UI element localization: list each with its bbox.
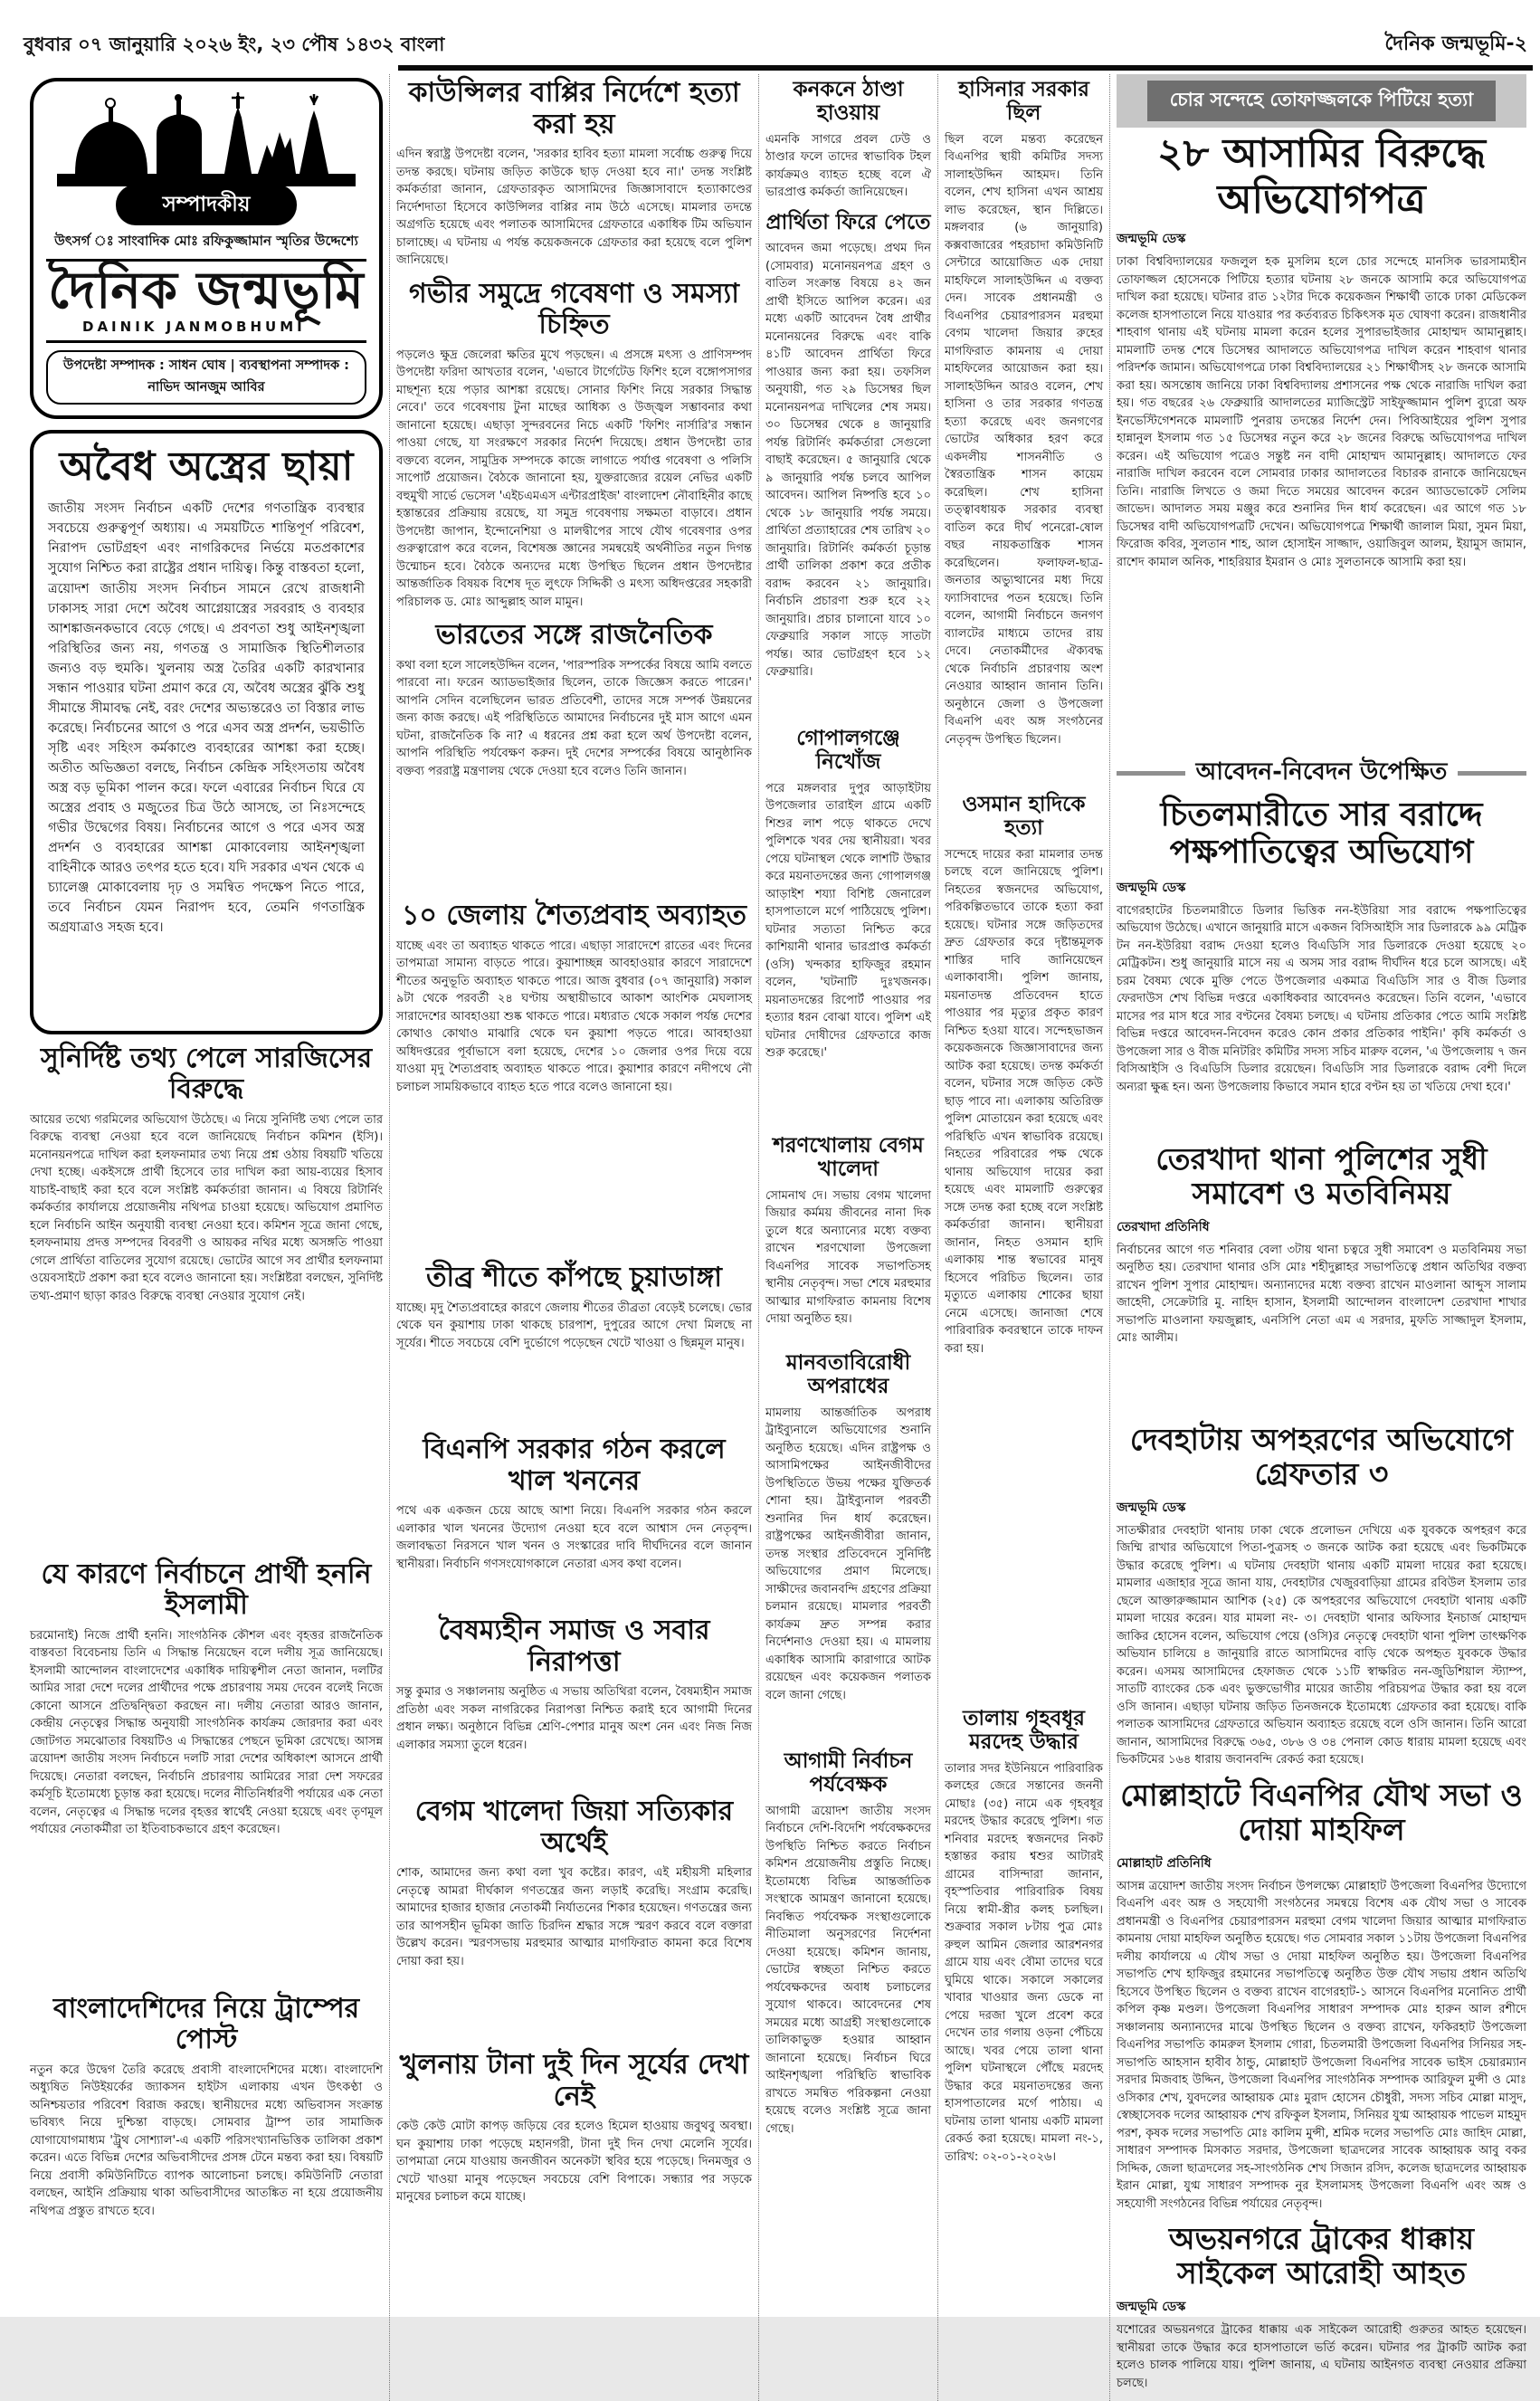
- article-body: ঢাকা বিশ্ববিদ্যালয়ের ফজলুল হক মুসলিম হলে চোর সন্দেহে মানসিক ভারসাম্যহীন তোফাজ্জল হোসেনকে পিটিয়ে হত্যার ঘটনায় ২৮ জনকে আসামি করে অভিযোগপত্র দাখিল করা হয়েছে। ঘটনার রাত ১২টার দিকে কয়েকজন শিক্ষার্থী তাকে ঢাকা মেডিকেল কলেজ হাসপাতালে নিয়ে যাওয়ার পর কর্তব্যরত চিকিৎসক মৃত ঘোষণা করেন। রাজধানীর শাহবাগ থানায় এই ঘটনায় মামলা করেন হলের সুপারভাইজার মোহাম্মদ আমানুল্লাহ। মামলাটি তদন্ত শেষে ডিসেম্বর আদালতে অভিযোগপত্র দাখিল করেন শাহবাগ থানার পরিদর্শক জামান। অভিযোগপত্রে ঢাকা বিশ্ববিদ্যালয়ের ২১ শিক্ষার্থীসহ ২৮ জনকে আসামি করা হয়। অসন্তোষ জানিয়ে ঢাকা বিশ্ববিদ্যালয় প্রশাসনের পক্ষ থেকে নারাজি দাখিল করা হয়। গত বছরের ২৬ ফেব্রুয়ারি আদালতের ম্যাজিস্ট্রেট সাইফুজ্জামান পুলিশ ব্যুরো অফ ইনভেস্টিগেশনকে মামলাটি পুনরায় তদন্তের নির্দেশ দেন। পিবিআইয়ের পুলিশ সুপার হান্নানুল ইসলাম গত ১৫ ডিসেম্বর নতুন করে ২৮ জনের বিরুদ্ধে অভিযোগপত্র দাখিল করেন। এই অভিযোগ পত্রেও সন্তুষ্ট নন বাদী মোহাম্মদ আমানুল্লাহ। আদালতে ফের নারাজি দাখিল করবেন বলে সোমবার ঢাকার আদালতের বিচারক রানাকে জানিয়েছেন তিনি। নারাজি লিখতে ও জমা দিতে সময়ের আবেদন করেন অ্যাডভোকেট সেলিম জাভেদ। আদালত সময় মঞ্জুর করে শুনানির দিন ধার্য করেছেন। এর আগে গত ১৮ ডিসেম্বর বাদী অভিযোগপত্রটি দেখেন। অভিযোগপত্রে শিক্ষার্থী জালাল মিয়া, সুমন মিয়া, ফিরোজ কবির, সুলতান শাহ, আল হোসাইন সাজ্জাদ, ওয়াজিবুল আলম, ইয়ামুস জামান, রাশেদ কামাল অনিক, শাহরিয়ার ইমরান ও মোঃ সুলতানকে আসামি করা হয়।: [1117, 255, 1526, 569]
- editorial-tag: সম্পাদকীয়: [116, 185, 298, 225]
- byline: মোল্লাহাট প্রতিনিধি: [1117, 1855, 1212, 1871]
- date-line: বুধবার ০৭ জানুয়ারি ২০২৬ ইং, ২৩ পৌষ ১৪৩২ বাংলা: [24, 33, 445, 55]
- article-body: সোমনাথ দে। সভায় বেগম খালেদা জিয়ার কর্মময় জীবনের নানা দিক তুলে ধরে অন্যান্যের মধ্যে বক্তব্য রাখেন শরণখোলা উপজেলা বিএনপির সাবেক সভাপতিসহ স্থানীয় নেতৃবৃন্দ। সভা শেষে মরহুমার আত্মার মাগফিরাত কামনায় বিশেষ দোয়া অনুষ্ঠিত হয়।: [765, 1188, 931, 1327]
- article-headline: মোল্লাহাটে বিএনপির যৌথ সভা ও দোয়া মাহফিল: [1120, 1777, 1523, 1847]
- article-body: চরমোনাই) নিজে প্রার্থী হননি। সাংগঠনিক কৌশল এবং বৃহত্তর রাজনৈতিক বাস্তবতা বিবেচনায় তিনি এ সিদ্ধান্ত নিয়েছেন বলে দলীয় সূত্র জানিয়েছে। ইসলামী আন্দোলন বাংলাদেশের একাধিক দায়িত্বশীল নেতা জানান, দলটির আমির সারা দেশে দলের প্রার্থীদের পক্ষে প্রচারণায় সময় দেবেন বলেই নিজে কোনো আসনে প্রতিদ্বন্দ্বিতা করছেন না। দলীয় নেতারা আরও জানান, কেন্দ্রীয় নেতৃত্বের সিদ্ধান্ত অনুযায়ী সাংগঠনিক কার্যক্রম জোরদার করা এবং জোটগত সমঝোতার বিষয়টিও এ সিদ্ধান্তের পেছনে ভূমিকা রেখেছে। আসন্ন ত্রয়োদশ জাতীয় সংসদ নির্বাচনে দলটি সারা দেশের অধিকাংশ আসনে প্রার্থী দিয়েছে। নেতারা বলছেন, নির্বাচনি প্রচারণায় আমিরের সারা দেশ সফরের কর্মসূচি ইতোমধ্যে চূড়ান্ত করা হয়েছে। দলের নীতিনির্ধারণী পর্যায়ের এক নেতা বলেন, নেতৃত্বের এ সিদ্ধান্ত দলের বৃহত্তর স্বার্থেই নেওয়া হয়েছে এবং তৃণমূল পর্যায়ের নেতাকর্মীরা তা ইতিবাচকভাবে গ্রহণ করেছেন।: [30, 1628, 383, 1837]
- article-hasina-government: [945, 78, 1103, 784]
- article-body: শোক, আমাদের জন্য কথা বলা খুব কষ্টের। কারণ, এই মহীয়সী মহিলার নেতৃত্বে আমরা দীর্ঘকাল গণতন্ত্রের জন্য লড়াই করেছি। সংগ্রাম করেছি। আমাদের হাজার হাজার নেতাকর্মী নির্যাতনের শিকার হয়েছেন। গণতন্ত্রের জন্য তার আপসহীন ভূমিকা জাতি চিরদিন শ্রদ্ধার সঙ্গে স্মরণ করবে বলে বক্তারা উল্লেখ করেন। স্মরণসভায় মরহুমার আত্মার মাগফিরাত কামনা করে বিশেষ দোয়া করা হয়।: [396, 1866, 752, 1968]
- article-body: এমনকি সাগরে প্রবল ঢেউ ও ঠাণ্ডার ফলে তাদের স্বাভাবিক টহল কার্যক্রমও ব্যাহত হচ্ছে বলে ঐ ভারপ্রাপ্ত কর্মকর্তা জানিয়েছেন।: [765, 132, 931, 200]
- article-khulna-no-sun: [396, 2050, 752, 2206]
- article-headline: ওসমান হাদিকে হত্যা: [962, 793, 1086, 841]
- article-candidacy-appeal: [765, 211, 931, 718]
- kicker-text: চোর সন্দেহে তোফাজ্জলকে পিটিয়ে হত্যা: [1147, 81, 1496, 121]
- article-body: আসন্ন ত্রয়োদশ জাতীয় সংসদ নির্বাচন উপলক্ষ্যে মোল্লাহাট উপজেলা বিএনপির উদ্যোগে বিএনপি এবং অঙ্গ ও সহযোগী সংগঠনের সমন্বয়ে বিশেষ এক যৌথ সভা ও সাবেক প্রধানমন্ত্রী ও বিএনপির চেয়ারপারসন মরহুমা বেগম খালেদা জিয়ার আত্মার মাগফিরাত কামনায় দোয়া মাহফিল অনুষ্ঠিত হয়েছে। গত সোমবার সকাল ১১টায় উপজেলা বিএনপির দলীয় কার্যালয়ে এ যৌথ সভা ও দোয়া মাহফিল অনুষ্ঠিত হয়। উপজেলা বিএনপির সভাপতি শেখ হাফিজুর রহমানের সভাপতিত্বে অনুষ্ঠিত উক্ত যৌথ সভায় প্রধান অতিথি হিসেবে উপস্থিত ছিলেন ও বক্তব্য রাখেন বাগেরহাট-১ আসনে বিএনপির মনোনিত প্রার্থী কপিল কৃষ্ণ মণ্ডল। উপজেলা বিএনপির সাধারণ সম্পাদক মোঃ হারুন আল রশীদে সঞ্চালনায় অন্যান্যদের মাঝে উপস্থিত ছিলেন ও বক্তব্য রাখেন, ফকিরহাট উপজেলা বিএনপির সভাপতি কামরুল ইসলাম গোরা, চিতলমারী উপজেলা বিএনপির সিনিয়র সহ-সভাপতি আহসান হাবীব ঠান্ডু, মোল্লাহাট উপজেলা বিএনপির সাবেক ভাইস চেয়ারম্যান সরদার মিজবাহ উদ্দিন, উপজেলা বিএনপির সাংগঠনিক সম্পাদক আরিফুল মুন্সী ও মোঃ ওসিকার শেখ, যুবদলের আহ্বায়ক মোঃ মুরাদ হোসেন চৌধুরী, সদস্য সচিব মোল্লা মাসুদ, স্বেচ্ছাসেবক দলের আহ্বায়ক শেখ রফিকুল ইসলাম, সিনিয়র যুগ্ম আহ্বায়ক পাভেল মাহমুদ পরশ, কৃষক দলের সভাপতি মোঃ কালিম মুন্সী, শ্রমিক দলের সভাপতি মোঃ জাহিদ মোল্লা, সাধারণ সম্পাদক মিসকাত সরদার, উপজেলা ছাত্রদলের সাবেক আহ্বায়ক আবু বকর সিদ্দিক, জেলা ছাত্রদলের সহ-সাংগঠনিক শেখ সিজান রসিদ, কলেজ ছাত্রদলের আহ্বায়ক ইরান মোল্লা, যুগ্ম সাধারণ সম্পাদক নুর ইসলামসহ উপজেলা বিএনপি এবং অঙ্গ ও সহযোগী সংগঠনের বিভিন্ন পর্যায়ের নেতৃবৃন্দ।: [1117, 1879, 1526, 2211]
- byline: জন্মভূমি ডেস্ক: [1117, 232, 1186, 247]
- article-body: পথে এক একজন চেয়ে আছে আশা নিয়ে। বিএনপি সরকার গঠন করলে এলাকার খাল খননের উদ্যোগ নেওয়া হবে বলে আশ্বাস দেন নেতৃবৃন্দ। জলাবদ্ধতা নিরসনে খাল খনন ও সংস্কারের দাবি দীর্ঘদিনের বলে জানান স্থানীয়রা। নির্বাচনি গণসংযোগকালে নেতারা এসব কথা বলেন।: [396, 1504, 752, 1571]
- editorial-body: জাতীয় সংসদ নির্বাচন একটি দেশের গণতান্ত্রিক ব্যবস্থার সবচেয়ে গুরুত্বপূর্ণ অধ্যায়। এ সময়টিতে শান্তিপূর্ণ পরিবেশ, নিরাপদ ভোটগ্রহণ এবং নাগরিকদের নির্ভয়ে মতপ্রকাশের সুযোগ নিশ্চিত করা রাষ্ট্রের প্রধান দায়িত্ব। কিন্তু বাস্তবতা হলো, ত্রয়োদশ জাতীয় সংসদ নির্বাচন সামনে রেখে রাজধানী ঢাকাসহ সারা দেশে অবৈধ আগ্নেয়াস্ত্রের সরবরাহ ও ব্যবহার আশঙ্কাজনকভাবে বেড়ে গেছে। এ প্রবণতা শুধু আইনশৃঙ্খলা পরিস্থিতির জন্য নয়, গণতন্ত্র ও সামাজিক স্থিতিশীলতার জন্যও বড় হুমকি। খুলনায় অস্ত্র তৈরির একটি কারখানার সন্ধান পাওয়ার ঘটনা প্রমাণ করে যে, অবৈধ অস্ত্রের ঝুঁকি শুধু সীমান্তে সীমাবদ্ধ নেই, বরং দেশের অভ্যন্তরেও তা বিস্তার লাভ করেছে। নির্বাচনের আগে ও পরে এসব অস্ত্র প্রদর্শন, ভয়ভীতি সৃষ্টি এবং সহিংস কর্মকাণ্ডে ব্যবহারের আশঙ্কা করা হচ্ছে। অতীত অভিজ্ঞতা বলছে, নির্বাচন কেন্দ্রিক সহিংসতায় অবৈধ অস্ত্র বড় ভূমিকা পালন করে। ফলে এবারের নির্বাচন ঘিরে যে অস্ত্রের প্রবাহ ও মজুতের চিত্র উঠে আসছে, তা নিঃসন্দেহে গভীর উদ্বেগের বিষয়। নির্বাচনের আগে ও পরে এসব অস্ত্র প্রদর্শন ও ব্যবহারের আশঙ্কা মোকাবেলায় আইনশৃঙ্খলা বাহিনীকে আরও তৎপর হতে হবে। যদি সরকার এখন থেকে এ চ্যালেঞ্জ মোকাবেলায় দৃঢ় ও সমন্বিত পদক্ষেপ নিতে পারে, তবে নির্বাচন যেমন নিরাপদ হবে, তেমনি গণতান্ত্রিক অগ্রযাত্রাও সহজ হবে।: [48, 501, 365, 936]
- article-body: নির্বাচনের আগে গত শনিবার বেলা ৩টায় থানা চত্বরে সুধী সমাবেশ ও মতবিনিময় সভা অনুষ্ঠিত হয়। তেরখাদা থানার ওসি মোঃ শহীদুল্লাহর সভাপতিত্বে প্রধান অতিথির বক্তব্য রাখেন পুলিশ সুপার মোহাম্মদ। অন্যান্যদের মধ্যে বক্তব্য রাখেন মাওলানা আব্দুস সালাম জাহেদী, সেক্রেটারি মু. নাহিদ হাসান, ইসলামী আন্দোলন বাংলাদেশ তেরখাদা শাখার সভাপতি মাওলানা ফয়জুল্লাহ, এনসিপি নেতা এম এ সরদার, মুফতি সাজ্জাদুল ইসলাম, মোঃ আলীম।: [1117, 1243, 1526, 1346]
- article-body: বাগেরহাটের চিতলমারীতে ডিলার ভিত্তিক নন-ইউরিয়া সার বরাদ্দে পক্ষপাতিত্বের অভিযোগ উঠেছে। এখানে জানুয়ারি মাসে একজন বিসিআইসি সার ডিলারকে ৯৯ মেট্রিক টন নন-ইউরিয়া বরাদ্দ দেওয়া হলেও বিএডিসি সার ডিলারকে দেওয়া হয়েছে ২০ মেট্রিকটন। শুধু জানুয়ারি মাসে নয় এ অসম সার বরাদ্দ দীর্ঘদিন ধরে চলে আসছে। এই চরম বৈষম্য থেকে মুক্তি পেতে উপজেলার একমাত্র বিএডিসি সার ও বীজ ডিলার ফেরদাউস শেখ বিভিন্ন দপ্তরে একাধিকবার আবেদনও করেছেন। তিনি বলেন, 'এভাবে মাসের পর মাস ধরে সার বণ্টনের বৈষম্য চলছে। এ ঘটনায় প্রতিকার পেতে আমি সংশ্লিষ্ট বিভিন্ন দপ্তরে আবেদন-নিবেদন করেও কোন প্রকার প্রতিকার পাইনি।' কৃষি কর্মকর্তা ও উপজেলা সার ও বীজ মনিটরিং কমিটির সদস্য সচিব মারুফ বলেন, 'এ উপজেলায় ৭ জন বিসিআইসি ও বিএডিসি ডিলার রয়েছেন। বিএডিসি সার ডিলারকে বরাদ্দ বেশী দিলে অন্যরা ক্ষুব্ধ হন। অন্য উপজেলায় কিভাবে সমান হারে বণ্টন হয় তা খতিয়ে দেখা হবে।': [1117, 903, 1526, 1094]
- article-headline: হাসিনার সরকার ছিল: [958, 78, 1089, 126]
- editorial-headline: অবৈধ অস্ত্রের ছায়া: [59, 443, 354, 490]
- article-body: যাচ্ছে এবং তা অব্যাহত থাকতে পারে। এছাড়া সারাদেশে রাতের এবং দিনের তাপমাত্রা সামান্য বাড়তে পারে। কুয়াশাচ্ছন্ন আবহাওয়ার কারণে সারাদেশে শীতের অনুভূতি অব্যাহত থাকতে পারে। আজ বুধবার (০৭ জানুয়ারি) সকাল ৯টা থেকে পরবর্তী ২৪ ঘণ্টায় অস্থায়ীভাবে আকাশ আংশিক মেঘলাসহ সারাদেশের আবহাওয়া শুষ্ক থাকতে পারে। মধ্যরাত থেকে সকাল পর্যন্ত দেশের কোথাও কোথাও মাঝারি থেকে ঘন কুয়াশা পড়তে পারে। আবহাওয়া অধিদপ্তরের পূর্বাভাসে বলা হয়েছে, দেশের ১০ জেলার ওপর দিয়ে বয়ে যাওয়া মৃদু শৈত্যপ্রবাহ অব্যাহত থাকতে পারে। কুয়াশার কারণে নদীপথে নৌ চলাচল সাময়িকভাবে ব্যাহত হতে পারে বলেও জানানো হয়।: [396, 938, 752, 1094]
- article-headline: গভীর সমুদ্রে গবেষণা ও সমস্যা চিহ্নিত: [409, 277, 739, 340]
- article-tala-housewife-body: [945, 1707, 1103, 2166]
- article-chitalmari-fertilizer: [1117, 753, 1526, 1133]
- article-headline: বৈষম্যহীন সমাজ ও সবার নিরাপত্তা: [438, 1615, 710, 1678]
- article-headline: চিতলমারীতে সার বরাদ্দে পক্ষপাতিত্বের অভিযোগ: [1160, 796, 1483, 872]
- kicker-with-rules: [1117, 753, 1526, 793]
- article-headline: তালায় গৃহবধূর মরদেহ উদ্ধার: [963, 1707, 1085, 1755]
- article-body: পরে মঙ্গলবার দুপুর আড়াইটায় উপজেলার তারাইল গ্রামে একটি শিশুর লাশ পড়ে থাকতে দেখে পুলিশকে খবর দেয় স্থানীয়রা। খবর পেয়ে ঘটনাস্থল থেকে লাশটি উদ্ধার করে ময়নাতদন্তের জন্য গোপালগঞ্জ আড়াইশ শয্যা বিশিষ্ট জেনারেল হাসপাতালে মর্গে পাঠিয়েছে পুলিশ। ঘটনার সত্যতা নিশ্চিত করে কাশিয়ানী থানার ভারপ্রাপ্ত কর্মকর্তা (ওসি) খন্দকার হাফিজুর রহমান বলেন, 'ঘটনাটি দুঃখজনক। ময়নাতদন্তের রিপোর্ট পাওয়ার পর হত্যার ধরন বোঝা যাবে। পুলিশ এই ঘটনার দোষীদের গ্রেফতারে কাজ শুরু করেছে।': [765, 781, 931, 1061]
- article-trump-post: [30, 1994, 383, 2221]
- mosque-temple-skyline-icon: [57, 91, 356, 190]
- article-headline: ভারতের সঙ্গে রাজনৈতিক: [435, 619, 713, 651]
- article-headline: গোপালগঞ্জে নিখোঁজ: [796, 726, 900, 775]
- article-terokhada-police-meeting: [1117, 1142, 1526, 1414]
- article-crimes-against-humanity: [765, 1351, 931, 1740]
- article-body: আয়ের তথ্যে গরমিলের অভিযোগ উঠেছে। এ নিয়ে সুনির্দিষ্ট তথ্য পেলে তার বিরুদ্ধে ব্যবস্থা নেওয়া হবে বলে জানিয়েছে নির্বাচন কমিশন (ইসি)। মনোনয়নপত্রে দাখিল করা হলফনামার তথ্য নিয়ে প্রশ্ন ওঠায় বিষয়টি খতিয়ে দেখা হচ্ছে। একইসঙ্গে প্রার্থী হিসেবে তার দাখিল করা আয়-ব্যয়ের হিসাব যাচাই-বাছাই করা হবে বলে সংশ্লিষ্ট কর্মকর্তারা জানান। এ বিষয়ে রিটার্নিং কর্মকর্তার কার্যালয়ে প্রয়োজনীয় নথিপত্র চাওয়া হয়েছে। অভিযোগ প্রমাণিত হলে নির্বাচনি আইন অনুযায়ী ব্যবস্থা নেওয়া হবে। কমিশন সূত্রে জানা গেছে, হলফনামায় প্রদত্ত সম্পদের বিবরণী ও আয়কর নথির মধ্যে অসঙ্গতি পাওয়া গেলে প্রার্থিতা বাতিলের সুযোগ রয়েছে। ভোটের আগে সব প্রার্থীর হলফনামা ওয়েবসাইটে প্রকাশ করা হবে বলেও জানানো হয়। সংশ্লিষ্টরা বলছেন, সুনির্দিষ্ট তথ্য-প্রমাণ ছাড়া কারও বিরুদ্ধে ব্যবস্থা নেওয়ার সুযোগ নেই।: [30, 1112, 383, 1303]
- article-headline: আগামী নির্বাচন পর্যবেক্ষক: [784, 1748, 913, 1797]
- article-election-observers: [765, 1749, 931, 2138]
- article-councillor-bappi: [396, 78, 752, 270]
- column-3: [758, 74, 937, 2401]
- article-body: তালার সদর ইউনিয়নে পারিবারিক কলহের জেরে সন্তানের জননী মোছাঃ (৩৫) নামে এক গৃহবধূর মরদেহ উদ্ধার করেছে পুলিশ। গত শনিবার মরদেহ স্বজনদের নিকট হস্তান্তর করায় শ্বশুর আটারই গ্রামের বাসিন্দারা জানান, বৃহস্পতিবার পারিবারিক বিষয় নিয়ে স্বামী-স্ত্রীর কলহ চলছিল। শুক্রবার সকাল ৮টায় পুত্র মোঃ রুহুল আমিন জেলার আরশনগর গ্রামে যায় এবং বৌমা তাদের ঘরে ঘুমিয়ে থাকে। সকালে সকালের খাবার খাওয়ার জন্য ডেকে না পেয়ে দরজা খুলে প্রবেশ করে দেখেন তার গলায় ওড়না পেঁচিয়ে আছে। খবর পেয়ে তালা থানা পুলিশ ঘটনাস্থলে পৌঁছে মরদেহ উদ্ধার করে ময়নাতদন্তের জন্য হাসপাতালের মর্গে পাঠায়। এ ঘটনায় তালা থানায় একটি মামলা রেকর্ড করা হয়েছে। মামলা নং-১, তারিখ: ০২-০১-২০২৬।: [945, 1761, 1103, 2164]
- article-body: সাতক্ষীরার দেবহাটা থানায় ঢাকা থেকে প্রলোভন দেখিয়ে এক যুবককে অপহরণ করে জিম্মি রাখার অভিযোগে পিতা-পুত্রসহ ৩ জনকে আটক করা হয়েছে এবং ভিকটিমকে উদ্ধার করেছে পুলিশ। এ ঘটনায় দেবহাটা থানায় একটি মামলা দায়ের করা হয়েছে। মামলার এজাহার সূত্রে জানা যায়, দেবহাটার খেজুরবাড়িয়া গ্রামের রবিউল ইসলাম তার ছেলে আক্তারুজ্জামান আশিক (২৫) কে অপহরণের অভিযোগে দেবহাটা থানায় একটি মামলা দায়ের করেন। যার মামলা নং- ৩। দেবহাটা থানার অফিসার ইনচার্জ মোহাম্মদ জাকির হোসেন বলেন, অভিযোগ পেয়ে (ওসি)র নেতৃত্বে দেবহাটা থানা পুলিশ তাৎক্ষণিক অভিযান চালিয়ে ৪ জানুয়ারি রাতে আসামিদের বাড়ি থেকে অপহৃত যুবককে উদ্ধার করেন। এসময় আসামিদের হেফাজত থেকে ১১টি স্বাক্ষরিত নন-জুডিশিয়াল স্ট্যাম্প, সাতটি ব্যাংকের চেক এবং ভুক্তভোগীর মায়ের জাতীয় পরিচয়পত্র উদ্ধার করা হয় বলে ওসি জানান। এছাড়া ঘটনায় জড়িত তিনজনকে ইতোমধ্যে গ্রেফতার করা হয়েছে। বাকি পলাতক আসামিদের গ্রেফতারে অভিযান অব্যাহত রয়েছে বলে ওসি জানান। তিনি আরো জানান, আসামিদের বিরুদ্ধে ৩৬৫, ৩৮৬ ও ৩৪ পেনাল কোড ধারায় মামলা হয়েছে এবং ভিকটিমের ১৬৪ ধারায় জবানবন্দি রেকর্ড করা হয়েছে।: [1117, 1523, 1526, 1767]
- newspaper-title-latin: DAINIK JANMOBHUMI: [46, 319, 366, 343]
- editorial-article: [30, 430, 383, 1034]
- article-chilly-wind: [765, 78, 931, 202]
- article-mollahat-bnp-meeting: [1117, 1778, 1526, 2213]
- article-chargesheet-28-accused: [1117, 74, 1526, 744]
- article-headline: দেবহাটায় অপহরণের অভিযোগে গ্রেফতার ৩: [1129, 1422, 1514, 1491]
- article-body: যাচ্ছে। মৃদু শৈত্যপ্রবাহের কারণে জেলায় শীতের তীব্রতা বেড়েই চলেছে। ভোর থেকে ঘন কুয়াশায় ঢাকা থাকছে চারপাশ, দুপুরের আগে দেখা মিলছে না সূর্যের। শীতে সবচেয়ে বেশি দুর্ভোগে পড়েছেন খেটে খাওয়া ও ছিন্নমূল মানুষ।: [396, 1301, 752, 1350]
- article-headline: অভয়নগরে ট্রাকের ধাক্কায় সাইকেল আরোহী আহত: [1168, 2221, 1475, 2291]
- article-cold-wave-10-districts: [396, 900, 752, 1253]
- article-body: সন্দেহে দায়ের করা মামলার তদন্ত চলছে বলে জানিয়েছে পুলিশ। নিহতের স্বজনদের অভিযোগ, পরিকল্পিতভাবে তাকে হত্যা করা হয়েছে। ঘটনার সঙ্গে জড়িতদের দ্রুত গ্রেফতার করে দৃষ্টান্তমূলক শাস্তির দাবি জানিয়েছেন এলাকাবাসী। পুলিশ জানায়, ময়নাতদন্ত প্রতিবেদন হাতে পাওয়ার পর মৃত্যুর প্রকৃত কারণ নিশ্চিত হওয়া যাবে। সন্দেহভাজন কয়েকজনকে জিজ্ঞাসাবাদের জন্য আটক করা হয়েছে। তদন্ত কর্মকর্তা বলেন, ঘটনার সঙ্গে জড়িত কেউ ছাড় পাবে না। এলাকায় অতিরিক্ত পুলিশ মোতায়েন করা হয়েছে এবং পরিস্থিতি এখন স্বাভাবিক রয়েছে। নিহতের পরিবারের পক্ষ থেকে থানায় অভিযোগ দায়ের করা হয়েছে এবং মামলাটি গুরুত্বের সঙ্গে তদন্ত করা হচ্ছে বলে সংশ্লিষ্ট কর্মকর্তারা জানান। স্থানীয়রা জানান, নিহত ওসমান হাদি এলাকায় শান্ত স্বভাবের মানুষ হিসেবে পরিচিত ছিলেন। তার মৃত্যুতে এলাকায় শোকের ছায়া নেমে এসেছে। জানাজা শেষে পারিবারিক কবরস্থানে তাকে দাফন করা হয়।: [945, 847, 1103, 1356]
- article-body: আবেদন জমা পড়েছে। প্রথম দিন (সোমবার) মনোনয়নপত্র গ্রহণ ও বাতিল সংক্রান্ত বিষয়ে ৪২ জন প্রার্থী ইসিতে আপিল করেন। এর মধ্যে একটি আবেদন বৈধ প্রার্থীর মনোনয়নের বিরুদ্ধে এবং বাকি ৪১টি আবেদন প্রার্থিতা ফিরে পাওয়ার জন্য করা হয়। তফসিল অনুযায়ী, গত ২৯ ডিসেম্বর ছিল মনোনয়নপত্র দাখিলের শেষ সময়। ৩০ ডিসেম্বর থেকে ৪ জানুয়ারি পর্যন্ত রিটার্নিং কর্মকর্তারা সেগুলো বাছাই করেছেন। ৫ জানুয়ারি থেকে ৯ জানুয়ারি পর্যন্ত চলবে আপিল আবেদন। আপিল নিষ্পত্তি হবে ১০ থেকে ১৮ জানুয়ারি পর্যন্ত সময়ে। প্রার্থিতা প্রত্যাহারের শেষ তারিখ ২০ জানুয়ারি। রিটার্নিং কর্মকর্তা চূড়ান্ত প্রার্থী তালিকা প্রকাশ করে প্রতীক বরাদ্দ করবেন ২১ জানুয়ারি। নির্বাচনি প্রচারণা শুরু হবে ২২ জানুয়ারি। প্রচার চালানো যাবে ১০ ফেব্রুয়ারি সকাল সাড়ে সাতটা পর্যন্ত। আর ভোটগ্রহণ হবে ১২ ফেব্রুয়ারি।: [765, 242, 931, 680]
- article-abhaynagar-truck-accident: [1117, 2222, 1526, 2392]
- article-india-political: [396, 620, 752, 891]
- article-headline: প্রার্থিতা ফিরে পেতে: [765, 210, 931, 234]
- article-headline: তীব্র শীতে কাঁপছে চুয়াডাঙ্গা: [426, 1262, 722, 1293]
- article-islami-candidate: [30, 1559, 383, 1985]
- column-1: [24, 74, 389, 2401]
- article-gopalganj-missing: [765, 727, 931, 1125]
- byline: জন্মভূমি ডেস্ক: [1117, 2300, 1186, 2315]
- article-khaleda-zia-tribute: [396, 1796, 752, 2041]
- page-number-label: দৈনিক জন্মভূমি-২: [1384, 33, 1527, 55]
- article-debhata-abduction-arrests: [1117, 1423, 1526, 1769]
- header-rule: [398, 65, 1533, 71]
- article-headline: বেগম খালেদা জিয়া সত্যিকার অর্থেই: [414, 1796, 734, 1859]
- article-chuadanga-cold: [396, 1262, 752, 1425]
- kicker-rule-right: [1458, 771, 1526, 776]
- article-body: নতুন করে উদ্বেগ তৈরি করেছে প্রবাসী বাংলাদেশিদের মধ্যে। বাংলাদেশি অধ্যুষিত নিউইয়র্কের জ্যাকসন হাইটস এলাকায় এখন উৎকণ্ঠা ও অনিশ্চয়তার পরিবেশ বিরাজ করছে। স্থানীয়দের মধ্যে অভিবাসন সংক্রান্ত ভবিষ্যৎ নিয়ে দুশ্চিন্তা বাড়ছে। সোমবার ট্রাম্প তার সামাজিক যোগাযোগমাধ্যম 'ট্রুথ সোশ্যাল'-এ একটি পরিসংখ্যানভিত্তিক তালিকা প্রকাশ করেন। এতে বিভিন্ন দেশের অভিবাসীদের প্রসঙ্গ টেনে মন্তব্য করা হয়। বিষয়টি নিয়ে প্রবাসী কমিউনিটিতে ব্যাপক আলোচনা চলছে। কমিউনিটি নেতারা বলছেন, আইনি প্রক্রিয়ায় থাকা অভিবাসীদের আতঙ্কিত না হয়ে প্রয়োজনীয় নথিপত্র প্রস্তুত রাখতে হবে।: [30, 2063, 383, 2218]
- article-bnp-canal-excavation: [396, 1434, 752, 1606]
- kicker-band: [1117, 74, 1526, 128]
- article-equal-society: [396, 1615, 752, 1787]
- article-body: কেউ কেউ মোটা কাপড় জড়িয়ে বের হলেও হিমেল হাওয়ায় জবুথবু অবস্থা। ঘন কুয়াশায় ঢাকা পড়েছে মহানগরী, টানা দুই দিন দেখা মেলেনি সূর্যের। তাপমাত্রা নেমে যাওয়ায় জনজীবন অনেকটা স্থবির হয়ে পড়েছে। দিনমজুর ও খেটে খাওয়া মানুষ পড়েছেন সবচেয়ে বেশি বিপাকে। সন্ধ্যার পর সড়কে মানুষের চলাচল কমে যাচ্ছে।: [396, 2120, 752, 2204]
- article-headline: খুলনায় টানা দুই দিন সূর্যের দেখা নেই: [399, 2049, 749, 2112]
- article-headline: কনকনে ঠাণ্ডা হাওয়ায়: [793, 78, 904, 126]
- article-headline: যে কারণে নির্বাচনে প্রার্থী হননি ইসলামী: [41, 1558, 372, 1622]
- editors-line: উপদেষ্টা সম্পাদক : সাধন ঘোষ | ব্যবস্থাপনা সম্পাদক : নাভিদ আনজুম আবির: [46, 350, 366, 405]
- kicker-text: আবেদন-নিবেদন উপেক্ষিত: [1195, 758, 1448, 786]
- article-body: আগামী ত্রয়োদশ জাতীয় সংসদ নির্বাচনে দেশি-বিদেশি পর্যবেক্ষকদের উপস্থিতি নিশ্চিত করতে নির্বাচন কমিশন প্রয়োজনীয় প্রস্তুতি নিচ্ছে। ইতোমধ্যে বিভিন্ন আন্তর্জাতিক সংস্থাকে আমন্ত্রণ জানানো হয়েছে। নিবন্ধিত পর্যবেক্ষক সংস্থাগুলোকে নীতিমালা অনুসরণের নির্দেশনা দেওয়া হয়েছে। কমিশন জানায়, ভোটের স্বচ্ছতা নিশ্চিত করতে পর্যবেক্ষকদের অবাধ চলাচলের সুযোগ থাকবে। আবেদনের শেষ সময়ের মধ্যে আগ্রহী সংস্থাগুলোকে তালিকাভুক্ত হওয়ার আহ্বান জানানো হয়েছে। নির্বাচন ঘিরে আইনশৃঙ্খলা পরিস্থিতি স্বাভাবিক রাখতে সমন্বিত পরিকল্পনা নেওয়া হয়েছে বলেও সংশ্লিষ্ট সূত্রে জানা গেছে।: [765, 1804, 931, 2136]
- kicker-rule-left: [1117, 771, 1185, 776]
- article-sharankhola-khaleda: [765, 1134, 931, 1342]
- page-header: [24, 5, 1533, 62]
- article-body: মামলায় আন্তর্জাতিক অপরাধ ট্রাইব্যুনালে অভিযোগের শুনানি অনুষ্ঠিত হয়েছে। এদিন রাষ্ট্রপক্ষ ও আসামিপক্ষের আইনজীবীদের উপস্থিতিতে উভয় পক্ষের যুক্তিতর্ক শোনা হয়। ট্রাইব্যুনাল পরবর্তী শুনানির দিন ধার্য করেছেন। রাষ্ট্রপক্ষের আইনজীবীরা জানান, তদন্ত সংস্থার প্রতিবেদনে সুনির্দিষ্ট অভিযোগের প্রমাণ মিলেছে। সাক্ষীদের জবানবন্দি গ্রহণের প্রক্রিয়া চলমান রয়েছে। মামলার পরবর্তী কার্যক্রম দ্রুত সম্পন্ন করার নির্দেশনাও দেওয়া হয়। এ মামলায় একাধিক আসামি কারাগারে আটক রয়েছেন এবং কয়েকজন পলাতক বলে জানা গেছে।: [765, 1405, 931, 1702]
- column-grid: [24, 74, 1533, 2390]
- article-headline: তেরখাদা থানা পুলিশের সুধী সমাবেশ ও মতবিনিময়: [1155, 1141, 1488, 1211]
- article-deep-sea-research: [396, 279, 752, 612]
- byline: তেরখাদা প্রতিনিধি: [1117, 1219, 1210, 1234]
- article-body: পড়লেও ক্ষুদ্র জেলেরা ক্ষতির মুখে পড়ছেন। এ প্রসঙ্গে মৎস্য ও প্রাণিসম্পদ উপদেষ্টা ফরিদা আখতার বলেন, 'এভাবে টার্গেটেড ফিশিং হলে বঙ্গোপসাগর মাছশূন্য হয়ে পড়ার আশঙ্কা রয়েছে। সোনার ফিশিং নিয়ে সরকার সিদ্ধান্ত নেবে।' তবে গবেষণায় টুনা মাছের আধিক্য ও উজ্জ্বল সম্ভাবনার কথা জানানো হয়েছে। এছাড়া সুন্দরবনের নিচে একটি 'ফিশিং নার্সারি'র সন্ধান পাওয়া গেছে, যা সংরক্ষণে সরকার নির্দেশ দিয়েছে। প্রধান উপদেষ্টা তার বক্তব্যে বলেন, সামুদ্রিক সম্পদকে কাজে লাগাতে পর্যাপ্ত গবেষণা ও পলিসি সাপোর্ট প্রয়োজন। বৈঠকে জানানো হয়, যুক্তরাজ্যের রয়েল নেভির একটি বহুমুখী সার্ভে ভেসেল 'এইচএমএস এন্টারপ্রাইজ' বাংলাদেশ নৌবাহিনীর কাছে হস্তান্তরের প্রক্রিয়ায় রয়েছে, যা সমুদ্র গবেষণায় সক্ষমতা বাড়াবে। প্রধান উপদেষ্টা জাপান, ইন্দোনেশিয়া ও মালদ্বীপের সাথে যৌথ গবেষণার ওপর গুরুত্বারোপ করে বলেন, বিশেষজ্ঞ জ্ঞানের সমন্বয়েই অর্থনীতির নতুন দিগন্ত উন্মোচন হবে। বৈঠকে অন্যদের মধ্যে উপস্থিত ছিলেন প্রধান উপদেষ্টার আন্তর্জাতিক বিষয়ক বিশেষ দূত লুৎফে সিদ্দিকী ও মৎস্য অধিদপ্তরের সহকারী পরিচালক ড. মোঃ আব্দুল্লাহ আল মামুন।: [396, 348, 752, 609]
- article-headline: কাউন্সিলর বাপ্পির নির্দেশে হত্যা করা হয়: [408, 77, 740, 140]
- column-2: [389, 74, 758, 2401]
- column-4: [937, 74, 1109, 2401]
- article-headline: শরণখোলায় বেগম খালেদা: [773, 1133, 924, 1182]
- article-headline: বিএনপি সরকার গঠন করলে খাল খননের: [423, 1434, 726, 1497]
- article-headline: মানবতাবিরোধী অপরাধের: [785, 1350, 911, 1399]
- article-body: সন্তু কুমার ও সঞ্চালনায় অনুষ্ঠিত এ সভায় অতিথিরা বলেন, বৈষম্যহীন সমাজ প্রতিষ্ঠা এবং সকল নাগরিকের নিরাপত্তা নিশ্চিত করাই হবে আগামী দিনের প্রধান লক্ষ্য। অনুষ্ঠানে বিভিন্ন শ্রেণি-পেশার মানুষ অংশ নেন এবং নিজ নিজ এলাকার সমস্যা তুলে ধরেন।: [396, 1685, 752, 1752]
- newspaper-title: দৈনিক জন্মভূমি: [48, 262, 365, 320]
- article-body: এদিন স্বরাষ্ট্র উপদেষ্টা বলেন, 'সরকার হাবিব হত্যা মামলা সর্বোচ্চ গুরুত্ব দিয়ে তদন্ত করছে। ঘটনায় জড়িত কাউকে ছাড় দেওয়া হবে না।' তদন্ত সংশ্লিষ্ট কর্মকর্তারা জানান, গ্রেফতারকৃত আসামিদের জিজ্ঞাসাবাদে হত্যাকাণ্ডের নির্দেশদাতা হিসেবে কাউন্সিলর বাপ্পির নাম উঠে এসেছে। মামলার তদন্তে অগ্রগতি হয়েছে এবং পলাতক আসামিদের গ্রেফতারে একাধিক টিম অভিযান চালাচ্ছে। এ ঘটনায় এ পর্যন্ত কয়েকজনকে গ্রেফতার করা হয়েছে বলে পুলিশ জানিয়েছে।: [396, 148, 752, 267]
- dedication-line: উৎসর্গ ঃ সাংবাদিক মোঃ রফিকুজ্জামান স্মৃতির উদ্দেশ্যে: [46, 231, 366, 262]
- article-sarjis: [30, 1043, 383, 1550]
- column-5: [1109, 74, 1533, 2401]
- byline: জন্মভূমি ডেস্ক: [1117, 880, 1186, 895]
- article-body: যশোরের অভয়নগরে ট্রাকের ধাক্কায় এক সাইকেল আরোহী গুরুতর আহত হয়েছেন। স্থানীয়রা তাকে উদ্ধার করে হাসপাতালে ভর্তি করেন। ঘটনার পর ট্রাকটি আটক করা হলেও চালক পালিয়ে যায়। পুলিশ জানায়, এ ঘটনায় আইনগত ব্যবস্থা নেওয়ার প্রক্রিয়া চলছে।: [1117, 2323, 1526, 2390]
- article-body: ছিল বলে মন্তব্য করেছেন বিএনপির স্থায়ী কমিটির সদস্য সালাহউদ্দিন আহমদ। তিনি বলেন, শেখ হাসিনা এখন আশ্রয় লাভ করেছেন, স্থান দিল্লিতে। মঙ্গলবার (৬ জানুয়ারি) কক্সবাজারের পহরচাদা কমিউনিটি সেন্টারে আয়োজিত এক দোয়া মাহফিলে সালাহউদ্দিন এ বক্তব্য দেন। সাবেক প্রধানমন্ত্রী ও বিএনপির চেয়ারপারসন মরহুমা বেগম খালেদা জিয়ার রুহের মাগফিরাত কামনায় এ দোয়া মাহফিলের আয়োজন করা হয়। সালাহউদ্দিন আরও বলেন, শেখ হাসিনা ও তার সরকার গণতন্ত্র হত্যা করেছে এবং জনগণের ভোটের অধিকার হরণ করে একদলীয় শাসননীতি ও স্বৈরতান্ত্রিক শাসন কায়েম করেছিল। শেখ হাসিনা তত্ত্বাবধায়ক সরকার ব্যবস্থা বাতিল করে দীর্ঘ পনেরো-ষোল বছর নায়কতান্ত্রিক শাসন করেছিলেন। ফলাফল-ছাত্র-জনতার অভ্যুত্থানের মধ্য দিয়ে ফ্যাসিবাদের পতন হয়েছে। তিনি বলেন, আগামী নির্বাচনে জনগণ ব্যালটের মাধ্যমে তাদের রায় দেবে। নেতাকর্মীদের ঐক্যবদ্ধ থেকে নির্বাচনি প্রচারণায় অংশ নেওয়ার আহ্বান জানান তিনি। অনুষ্ঠানে জেলা ও উপজেলা বিএনপি এবং অঙ্গ সংগঠনের নেতৃবৃন্দ উপস্থিত ছিলেন।: [945, 132, 1103, 747]
- article-osman-hadi-murder: [945, 793, 1103, 1698]
- article-body: কথা বলা হলে সালেহউদ্দিন বলেন, 'পারস্পরিক সম্পর্কের বিষয়ে আমি বলতে পারবো না। ফরেন অ্যাডভাইজার ছিলেন, তাকে জিজ্ঞেস করতে পারেন।' আপনি সেদিন বলেছিলেন ভারত প্রতিবেশী, তাদের সঙ্গে সম্পর্ক উন্নয়নের জন্য কাজ করছে। এই পরিস্থিতিতে আমাদের নির্বাচনের দুই মাস আগে এমন ঘটনা, রাজনৈতিক কি না? এ ধরনের প্রশ্ন করা হলে অর্থ উপদেষ্টা বলেন, আপনি পরিস্থিতি পর্যবেক্ষণ করুন। দুই দেশের সম্পর্কের বিষয়ে আনুষ্ঠানিক বক্তব্য পররাষ্ট্র মন্ত্রণালয় থেকে দেওয়া হবে বলেও তিনি জানান।: [396, 658, 752, 778]
- byline: জন্মভূমি ডেস্ক: [1117, 1500, 1186, 1515]
- masthead: [30, 78, 383, 419]
- article-headline: বাংলাদেশিদের নিয়ে ট্রাম্পের পোস্ট: [52, 1992, 360, 2056]
- article-headline: ১০ জেলায় শৈত্যপ্রবাহ অব্যাহত: [401, 900, 747, 931]
- article-headline: সুনির্দিষ্ট তথ্য পেলে সারজিসের বিরুদ্ধে: [40, 1042, 373, 1106]
- article-headline: ২৮ আসামির বিরুদ্ধে অভিযোগপত্র: [1157, 130, 1486, 223]
